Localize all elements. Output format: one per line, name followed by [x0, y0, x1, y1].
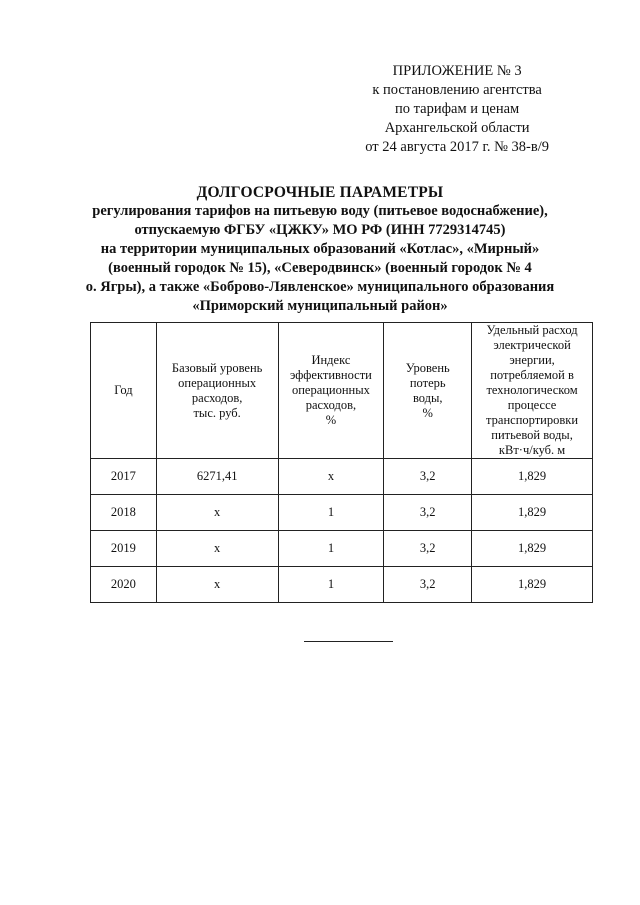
cell-efficiency-index: 1: [278, 531, 384, 567]
header-line: расходов,: [305, 398, 357, 412]
cell-efficiency-index: x: [278, 459, 384, 495]
header-line: Уровень: [405, 360, 450, 375]
appendix-line: по тарифам и ценам: [395, 101, 520, 117]
cell-water-loss: 3,2: [384, 567, 472, 603]
closing-divider: [304, 641, 393, 642]
cell-base-opex: x: [156, 495, 278, 531]
cell-year: 2019: [91, 531, 157, 567]
header-line: технологическом: [486, 383, 578, 397]
header-energy-consumption: [472, 323, 593, 459]
document-title: [0, 183, 640, 316]
title-line: о. Ягры), а также «Боброво-Лявленское» муниципального образования: [85, 279, 555, 295]
cell-year: 2018: [91, 495, 157, 531]
cell-efficiency-index: 1: [278, 567, 384, 603]
appendix-date-line: от 24 августа 2017 г. № 38-в/9: [365, 139, 549, 155]
cell-base-opex: x: [156, 567, 278, 603]
header-line: Удельный расход: [486, 323, 578, 337]
cell-water-loss: 3,2: [384, 531, 472, 567]
table-row: [91, 567, 593, 603]
cell-energy-consumption: 1,829: [472, 567, 593, 603]
header-line: операционных: [291, 383, 370, 397]
header-line: кВт·ч/куб. м: [498, 443, 566, 457]
cell-efficiency-index: 1: [278, 495, 384, 531]
header-line: энергии,: [509, 353, 555, 367]
table-row: [91, 459, 593, 495]
title-line: отпускаемую ФГБУ «ЦЖКУ» МО РФ (ИНН 7729314745): [134, 222, 506, 238]
header-efficiency-index: [278, 323, 384, 459]
header-line: %: [325, 413, 337, 427]
header-line: воды,: [412, 390, 443, 405]
table-header: [91, 323, 593, 459]
cell-year: 2017: [91, 459, 157, 495]
table-body: [91, 459, 593, 603]
parameters-table: [90, 322, 593, 603]
header-line: эффективности: [289, 368, 372, 382]
table-row: [91, 495, 593, 531]
header-water-loss: [384, 323, 472, 459]
header-line: расходов,: [191, 390, 243, 405]
header-line: %: [422, 405, 433, 420]
title-line: на территории муниципальных образований «Котлас», «Мирный»: [100, 241, 540, 257]
title-line: «Приморский муниципальный район»: [192, 298, 448, 314]
cell-water-loss: 3,2: [384, 459, 472, 495]
appendix-title: ПРИЛОЖЕНИЕ № 3: [392, 63, 522, 79]
header-line: процессе: [507, 398, 557, 412]
header-line: Год: [114, 383, 133, 397]
cell-base-opex: x: [156, 531, 278, 567]
title-line: регулирования тарифов на питьевую воду (питьевое водоснабжение),: [92, 203, 548, 219]
title-line: (военный городок № 15), «Северодвинск» (военный городок № 4: [108, 260, 532, 276]
appendix-block: [365, 62, 549, 157]
appendix-line: Архангельской области: [384, 120, 530, 136]
header-row: [91, 323, 593, 459]
document-heading: ДОЛГОСРОЧНЫЕ ПАРАМЕТРЫ: [196, 184, 444, 201]
header-line: операционных: [178, 375, 257, 390]
header-line: тыс. руб.: [193, 405, 241, 420]
header-base-opex: [156, 323, 278, 459]
cell-water-loss: 3,2: [384, 495, 472, 531]
header-line: потребляемой в: [490, 368, 574, 382]
cell-energy-consumption: 1,829: [472, 495, 593, 531]
header-line: электрической: [493, 338, 571, 352]
cell-year: 2020: [91, 567, 157, 603]
header-line: Индекс: [311, 353, 351, 367]
cell-base-opex: 6271,41: [156, 459, 278, 495]
cell-energy-consumption: 1,829: [472, 459, 593, 495]
cell-energy-consumption: 1,829: [472, 531, 593, 567]
header-line: питьевой воды,: [491, 428, 573, 442]
header-line: Базовый уровень: [171, 360, 263, 375]
appendix-line: к постановлению агентства: [372, 82, 542, 98]
header-year: [91, 323, 157, 459]
header-line: транспортировки: [486, 413, 579, 427]
table-row: [91, 531, 593, 567]
header-line: потерь: [409, 375, 446, 390]
